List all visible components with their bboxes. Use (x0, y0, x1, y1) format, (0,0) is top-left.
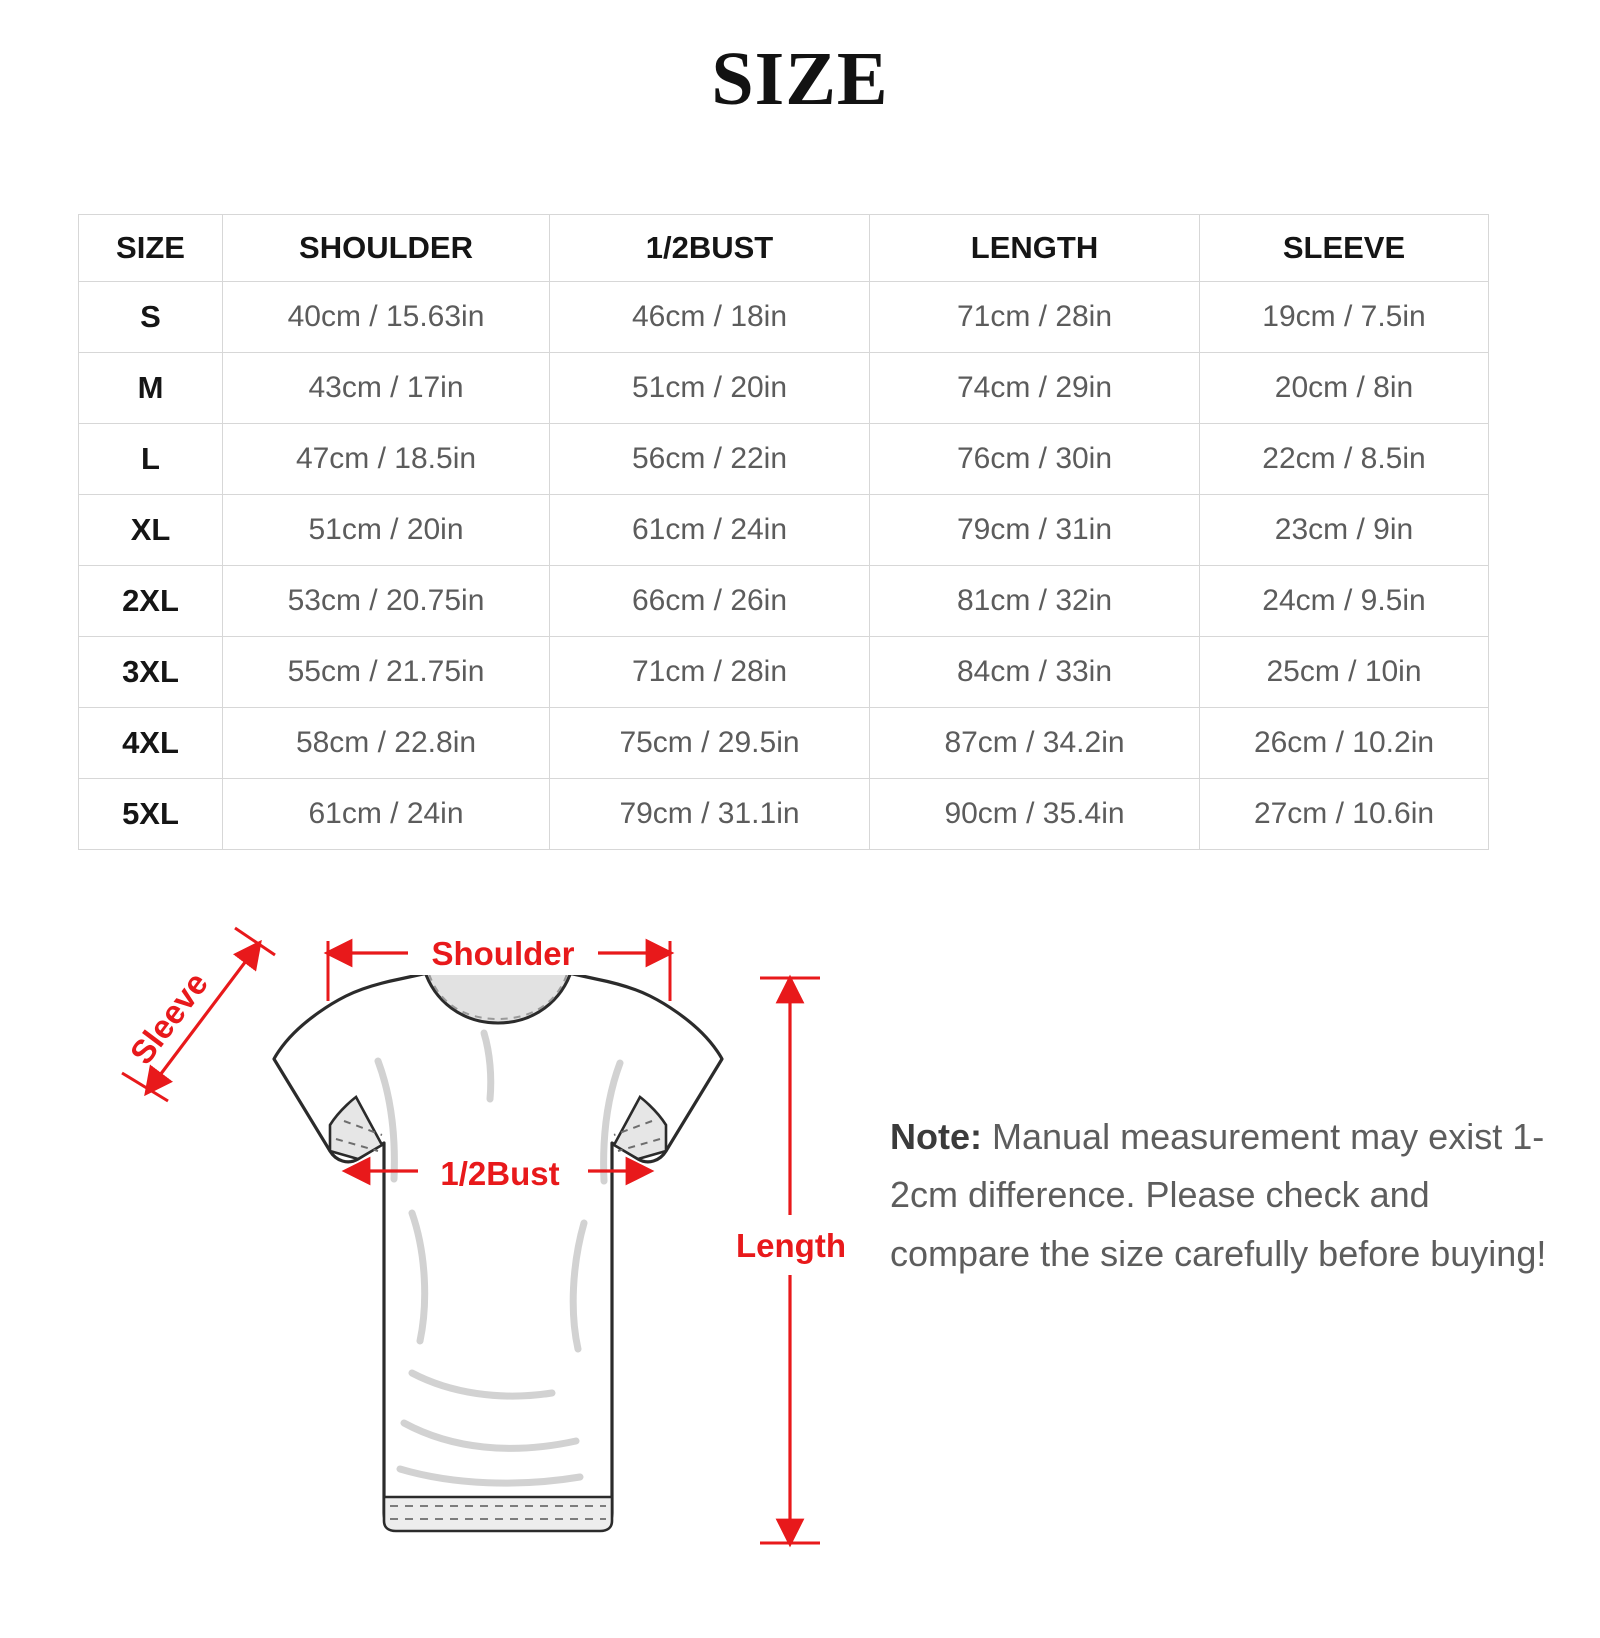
cell-length: 76cm / 30in (870, 424, 1200, 495)
cell-size: 2XL (79, 566, 223, 637)
cell-sleeve: 26cm / 10.2in (1200, 708, 1489, 779)
cell-bust: 46cm / 18in (550, 282, 870, 353)
cell-length: 74cm / 29in (870, 353, 1200, 424)
table-row (79, 708, 1489, 779)
cell-bust: 66cm / 26in (550, 566, 870, 637)
cell-sleeve: 24cm / 9.5in (1200, 566, 1489, 637)
table-row (79, 282, 1489, 353)
table-row (79, 424, 1489, 495)
cell-sleeve: 27cm / 10.6in (1200, 779, 1489, 850)
table-row (79, 495, 1489, 566)
cell-sleeve: 23cm / 9in (1200, 495, 1489, 566)
tshirt-illustration (274, 969, 722, 1531)
column-header-sleeve: SLEEVE (1200, 215, 1489, 282)
cell-size: 3XL (79, 637, 223, 708)
cell-sleeve: 19cm / 7.5in (1200, 282, 1489, 353)
cell-size: M (79, 353, 223, 424)
cell-shoulder: 53cm / 20.75in (223, 566, 550, 637)
page-title: SIZE (711, 37, 889, 121)
cell-shoulder: 55cm / 21.75in (223, 637, 550, 708)
table-row (79, 637, 1489, 708)
cell-bust: 71cm / 28in (550, 637, 870, 708)
label-shoulder: Shoulder (431, 935, 575, 972)
cell-size: XL (79, 495, 223, 566)
cell-length: 79cm / 31in (870, 495, 1200, 566)
cell-shoulder: 51cm / 20in (223, 495, 550, 566)
length-dimension (736, 978, 846, 1543)
note-block (890, 1108, 1550, 1283)
cell-bust: 61cm / 24in (550, 495, 870, 566)
label-bust: 1/2Bust (440, 1155, 560, 1192)
cell-shoulder: 61cm / 24in (223, 779, 550, 850)
sleeve-dimension (122, 928, 275, 1101)
column-header-size: SIZE (79, 215, 223, 282)
cell-sleeve: 25cm / 10in (1200, 637, 1489, 708)
cell-sleeve: 22cm / 8.5in (1200, 424, 1489, 495)
cell-sleeve: 20cm / 8in (1200, 353, 1489, 424)
column-header-bust: 1/2BUST (550, 215, 870, 282)
cell-size: 5XL (79, 779, 223, 850)
cell-size: S (79, 282, 223, 353)
column-header-length: LENGTH (870, 215, 1200, 282)
size-chart-table (78, 214, 1489, 850)
cell-length: 71cm / 28in (870, 282, 1200, 353)
cell-shoulder: 58cm / 22.8in (223, 708, 550, 779)
column-header-shoulder: SHOULDER (223, 215, 550, 282)
size-chart-table-wrapper (78, 214, 1488, 850)
cell-bust: 56cm / 22in (550, 424, 870, 495)
cell-length: 81cm / 32in (870, 566, 1200, 637)
cell-shoulder: 40cm / 15.63in (223, 282, 550, 353)
cell-bust: 79cm / 31.1in (550, 779, 870, 850)
cell-shoulder: 43cm / 17in (223, 353, 550, 424)
cell-bust: 75cm / 29.5in (550, 708, 870, 779)
table-header-row (79, 215, 1489, 282)
label-sleeve: Sleeve (122, 965, 216, 1071)
cell-bust: 51cm / 20in (550, 353, 870, 424)
table-row (79, 566, 1489, 637)
cell-length: 87cm / 34.2in (870, 708, 1200, 779)
note-text: Manual measurement may exist 1-2cm difference. Please check and compare the size carefully before buying! (890, 1116, 1547, 1274)
cell-shoulder: 47cm / 18.5in (223, 424, 550, 495)
cell-length: 90cm / 35.4in (870, 779, 1200, 850)
table-row (79, 353, 1489, 424)
cell-length: 84cm / 33in (870, 637, 1200, 708)
note-prefix: Note: (890, 1116, 982, 1157)
table-row (79, 779, 1489, 850)
cell-size: L (79, 424, 223, 495)
cell-size: 4XL (79, 708, 223, 779)
measurement-diagram (60, 893, 920, 1593)
label-length: Length (736, 1227, 846, 1264)
